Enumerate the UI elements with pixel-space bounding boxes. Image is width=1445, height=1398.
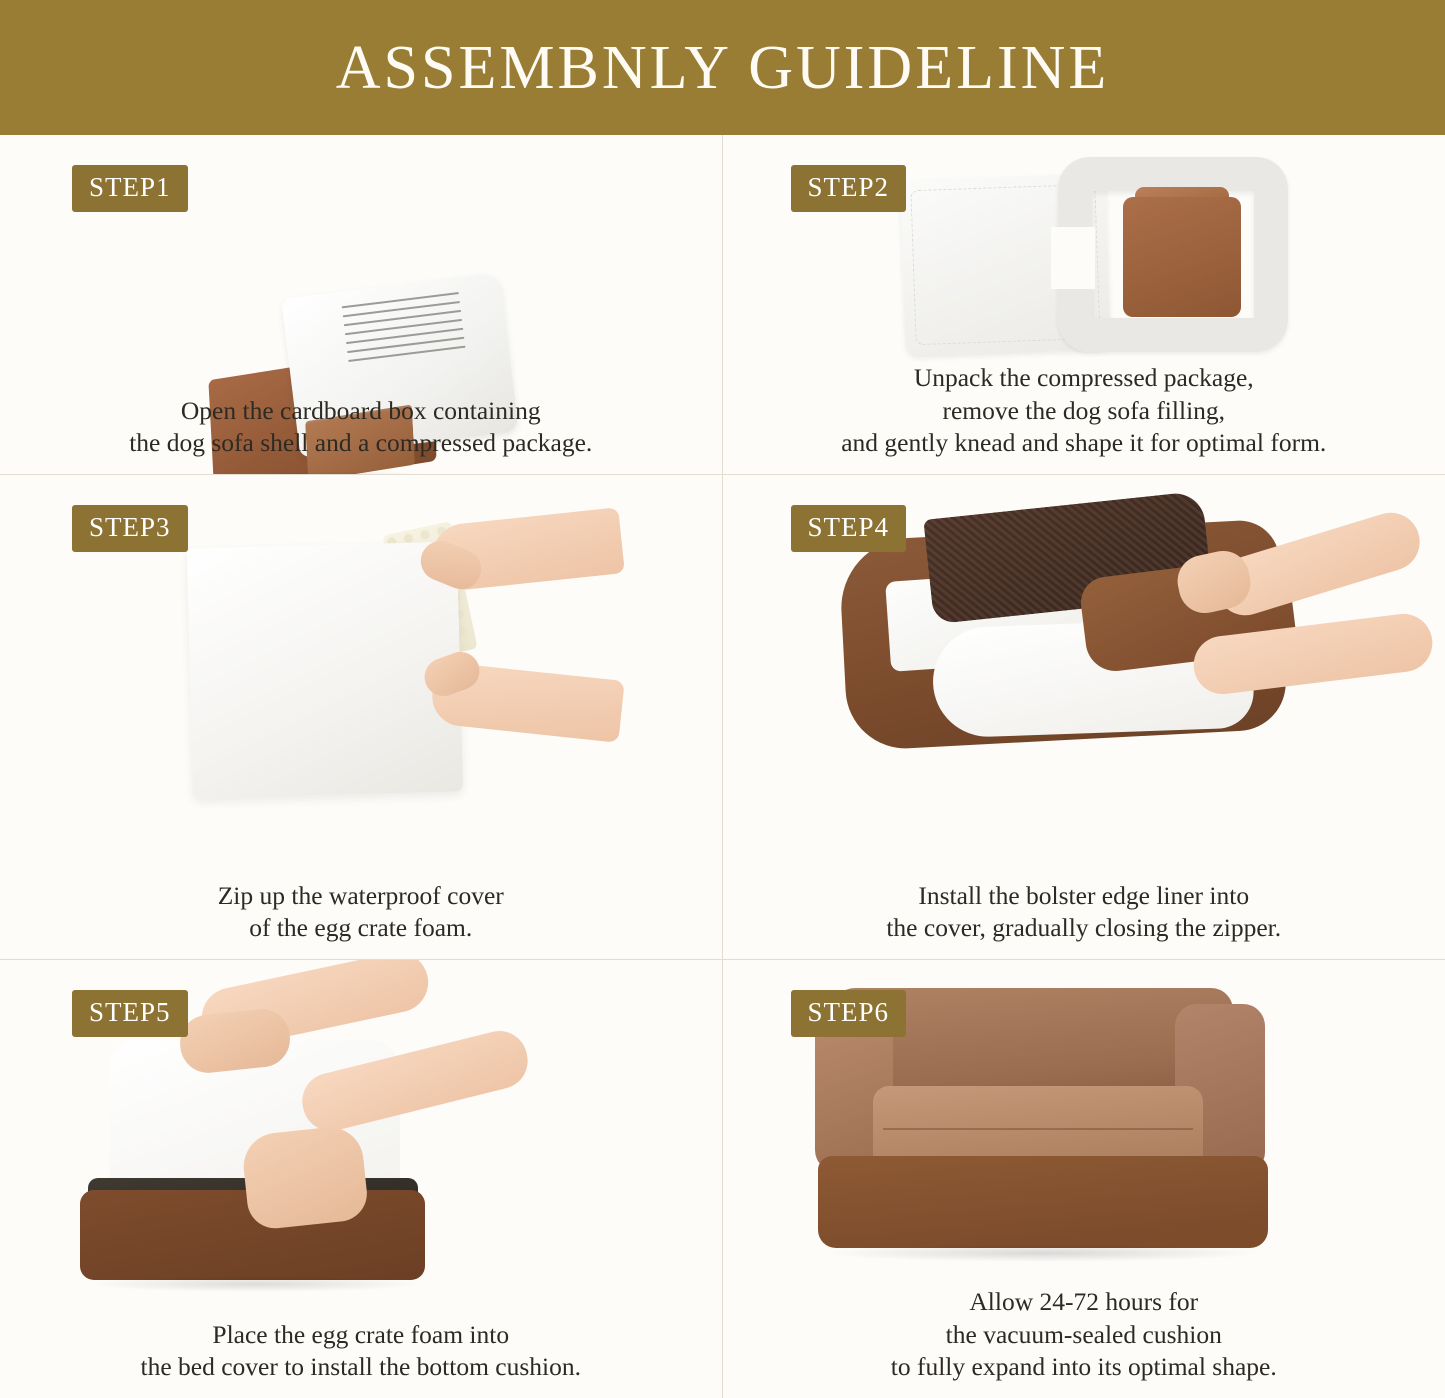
caption-line: Zip up the waterproof cover [217,880,504,910]
step-badge-4: STEP4 [791,505,907,552]
bolster-opening [1051,227,1095,289]
step-caption-3 [0,880,722,945]
caption-line: Open the cardboard box containing [180,395,541,425]
caption-line: Unpack the compressed package, [913,363,1254,393]
step-badge-3: STEP3 [72,505,188,552]
step-card-6 [723,960,1445,1398]
hand-icon [240,1124,369,1231]
caption-line: and gently knead and shape it for optimal form. [841,428,1327,458]
step-card-4 [723,475,1445,960]
caption-line: the bed cover to install the bottom cushion. [140,1352,581,1382]
step-caption-5 [0,1319,722,1384]
caption-line: the vacuum-sealed cushion [945,1319,1222,1349]
sofa-seam-line [883,1128,1193,1130]
caption-line: Install the bolster edge liner into [918,880,1250,910]
brown-filling-icon [1123,197,1241,317]
caption-line: the dog sofa shell and a compressed package. [129,428,593,458]
step-card-1 [0,135,723,475]
caption-line: the cover, gradually closing the zipper. [886,913,1282,943]
caption-line: Allow 24-72 hours for [969,1287,1199,1317]
step-card-5 [0,960,723,1398]
step-caption-1 [0,395,722,460]
page-title: ASSEMBNLY GUIDELINE [335,33,1110,102]
step-card-3 [0,475,723,960]
sofa-base-icon [818,1156,1268,1248]
page-header [0,0,1445,135]
step-badge-2: STEP2 [791,165,907,212]
step-caption-2 [723,362,1445,460]
step-caption-6 [723,1286,1445,1384]
step-caption-4 [723,880,1445,945]
caption-line: of the egg crate foam. [249,913,473,943]
step-badge-1: STEP1 [72,165,188,212]
cover-shadow [85,1276,425,1292]
caption-line: to fully expand into its optimal shape. [890,1352,1277,1382]
step-badge-6: STEP6 [791,990,907,1037]
waterproof-cover-icon [187,542,463,799]
caption-line: remove the dog sofa filling, [942,395,1226,425]
caption-line: Place the egg crate foam into [212,1319,510,1349]
step-card-2 [723,135,1445,475]
step-badge-5: STEP5 [72,990,188,1037]
sofa-shadow [823,1244,1263,1262]
steps-grid [0,135,1445,1398]
